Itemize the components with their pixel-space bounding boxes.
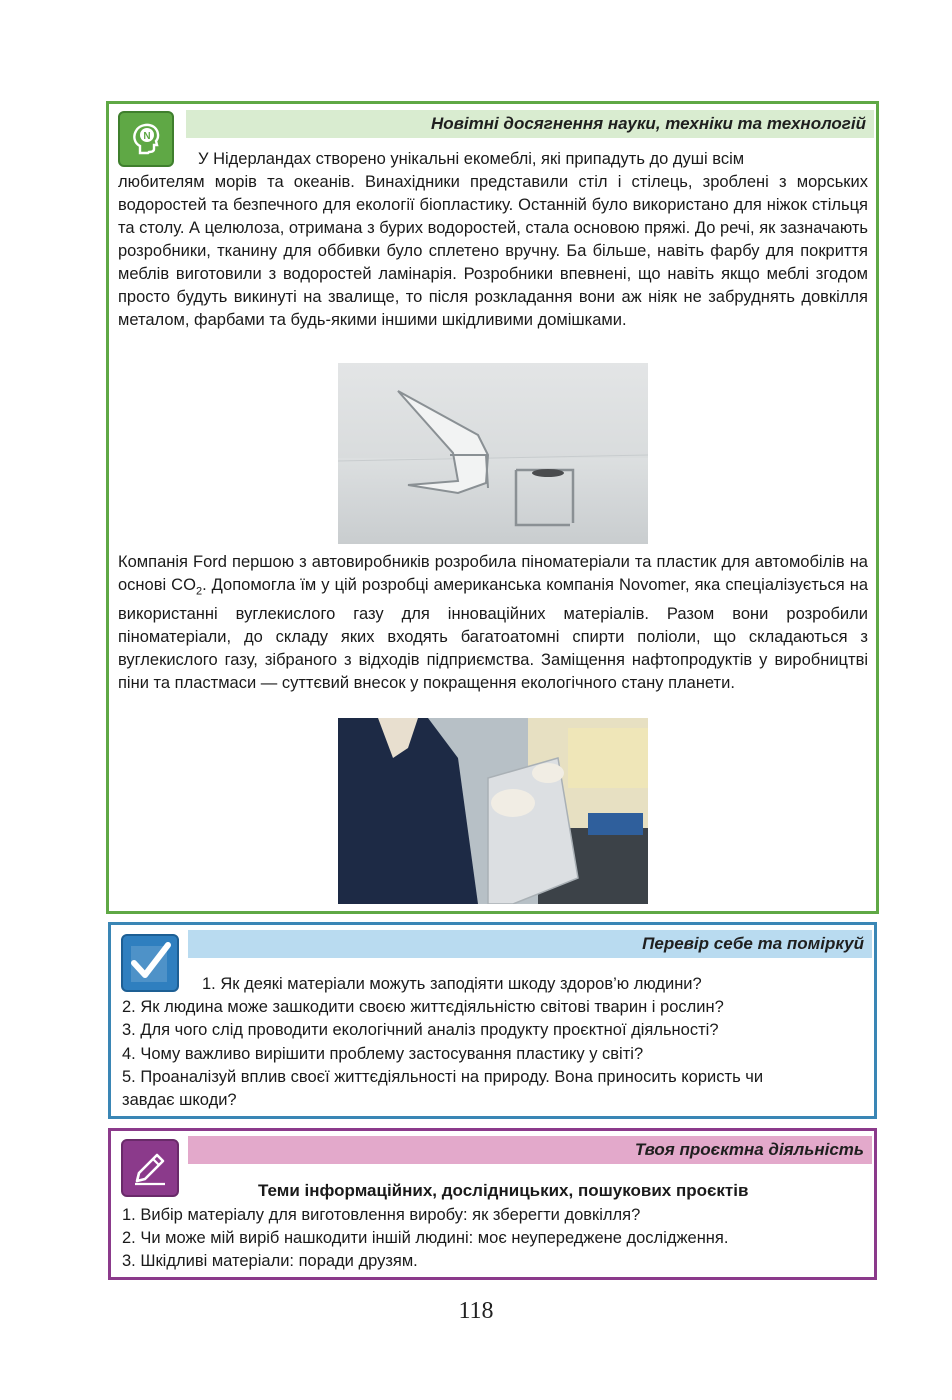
foam-material-photo	[338, 718, 648, 904]
co2-subscript: 2	[195, 585, 203, 598]
news-paragraph-2	[118, 551, 868, 695]
question-5-part-2: завдає шкоди?	[122, 1091, 237, 1110]
project-subtitle: Теми інформаційних, дослідницьких, пошукових проєктів	[258, 1181, 749, 1200]
news-paragraph-1-first: У Нідерландах створено унікальні екомеблі, які припадуть до душі всім	[198, 150, 745, 168]
project-icon	[121, 1139, 179, 1197]
check-header-bar	[188, 930, 872, 958]
question-1: 1. Як деякі матеріали можуть заподіяти шкоду здоров’ю людини?	[202, 975, 702, 993]
svg-text:N: N	[143, 131, 151, 142]
news-paragraph-1-rest: любителям морів та океанів. Винахідники представили стіл і стілець, зроблені з морських водоростей та безпечного для екології біопластику. Останній було використано для ніжок стільця та столу. А целюлоза, отримана з бурих водоростей, стала основою пряжі. До речі, як зазначають розробники, тканину для оббивки було сплетено вручну. Ба більше, навіть фарбу для покриття меблів виготовили з водоростей ламінарія. Розробники впевнені, що навіть якщо меблі згодом просто будуть викинуті на звалище, то після розкладання вони аж ніяк не забруднять довкілля металом, фарбами та будь-якими іншими шкідливими домішками.	[118, 173, 868, 329]
question-4: 4. Чому важливо вирішити проблему застосування пластику у світі?	[122, 1044, 644, 1063]
question-2: 2. Як людина може зашкодити своєю життєдіяльністю світові тварин і рослин?	[122, 998, 724, 1017]
news-header-bar	[186, 110, 874, 138]
chair-table-illustration	[338, 363, 648, 544]
check-questions	[122, 973, 872, 1112]
page-number: 118	[458, 1298, 494, 1324]
news-title: Новітні досягнення науки, техніки та технологій	[430, 114, 866, 133]
question-5-part-1: 5. Проаналізуй вплив своєї життєдіяльності на природу. Вона приносить користь чи	[122, 1067, 764, 1086]
news-paragraph-1	[118, 148, 868, 332]
question-3: 3. Для чого слід проводити екологічний аналіз продукту проєктної діяльності?	[122, 1021, 719, 1040]
project-title: Твоя проєктна діяльність	[634, 1140, 864, 1159]
worker-foam-illustration	[338, 718, 648, 904]
project-topics	[122, 1204, 872, 1274]
project-header-bar	[188, 1136, 872, 1164]
eco-furniture-photo	[338, 363, 648, 544]
news-paragraph-2-a: Компанія Ford першою з автовиробників розробила піноматеріали та пластик для автомобілів на основі CO	[118, 553, 868, 594]
check-title: Перевір себе та поміркуй	[642, 934, 864, 953]
topic-2: 2. Чи може мій виріб нашкодити іншій людині: моє неупереджене дослідження.	[122, 1229, 729, 1248]
topic-3: 3. Шкідливі матеріали: поради друзям.	[122, 1252, 418, 1271]
news-paragraph-2-b: . Допомогла їм у цій розробці американська компанія Novomer, яка спеціалізується на використанні вуглекислого газу для інноваційних матеріалів. Разом вони розробили піноматеріали, до складу яких входять багатоатомні спирти поліоли, що складаються з вуглекислого газу, зібраного з відходів підприємства. Заміщення нафтопродуктів у виробництві піни та пластмаси — суттєвий внесок у покращення екологічного стану планети.	[118, 576, 869, 693]
topic-1: 1. Вибір матеріалу для виготовлення виробу: як зберегти довкілля?	[122, 1206, 641, 1224]
pencil-icon	[129, 1147, 171, 1189]
